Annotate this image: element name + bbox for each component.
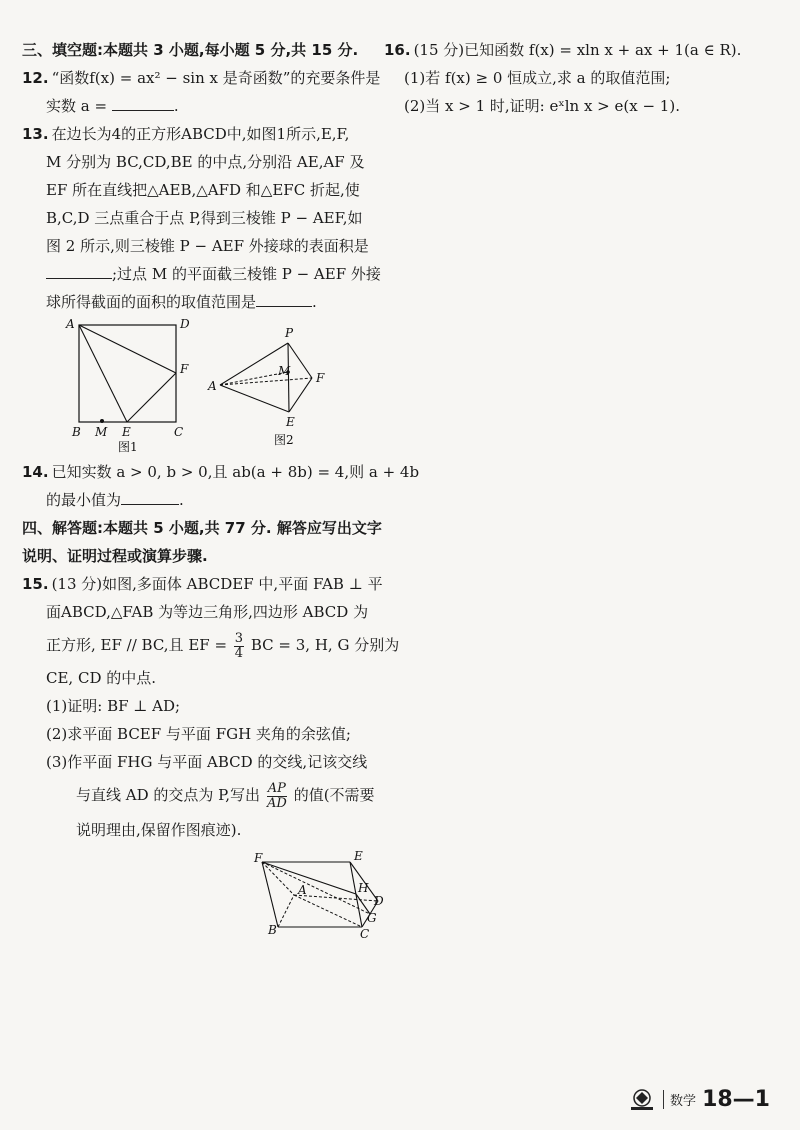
q13-answer-blank-1[interactable] (46, 264, 112, 279)
fig1-label-a: A (66, 317, 75, 331)
q13-number: 13. (22, 125, 49, 143)
fig1-label-m: M (95, 425, 108, 439)
fig15-label-e: E (354, 849, 363, 863)
fig15-label-f: F (254, 851, 263, 865)
fig1-line-ef (127, 373, 176, 422)
q15-part3-line3: 说明理由,保留作图痕迹). (76, 821, 242, 839)
fig2-line-af-dashed (220, 378, 312, 385)
q13-line2: M 分别为 BC,CD,BE 的中点,分别沿 AE,AF 及 (46, 153, 365, 171)
q13-line5: 图 2 所示,则三棱锥 P − AEF 外接球的表面积是 (46, 237, 369, 255)
q14-answer-blank[interactable] (121, 490, 179, 505)
q16-part2: (2)当 x > 1 时,证明: eˣln x > e(x − 1). (404, 97, 680, 115)
q15-line4: CE, CD 的中点. (46, 669, 157, 687)
fig2-label-f: F (316, 371, 325, 385)
q15-part1: (1)证明: BF ⊥ AD; (46, 697, 181, 715)
fig1-caption: 图1 (118, 440, 138, 454)
fig1-square (79, 325, 176, 422)
fig2-label-p: P (285, 326, 294, 340)
q14-line1: 14. 已知实数 a > 0, b > 0,且 ab(a + 8b) = 4,则 a + 4b (22, 463, 420, 481)
fig1-label-c: C (174, 425, 184, 439)
fig15-label-g: G (367, 911, 377, 925)
q13-figure1 (68, 315, 198, 455)
q15-fraction-3-4: $\frac{3}{4}$ (234, 630, 244, 661)
fig2-label-e: E (286, 415, 295, 429)
q13-line7: 球所得截面的面积的取值范围是 . (46, 293, 317, 311)
q14-line2: 的最小值为 . (46, 491, 184, 509)
fig2-line-ae (220, 385, 289, 412)
q12-line1: 12. “函数f(x) = ax² − sin x 是奇函数”的充要条件是 (22, 69, 381, 87)
q15-number: 15. (22, 575, 49, 593)
fig1-line-ae (79, 325, 127, 422)
fig15-label-c: C (360, 927, 370, 941)
q13-line6: ;过点 M 的平面截三棱锥 P − AEF 外接 (46, 264, 381, 284)
fig1-line-af (79, 325, 176, 373)
fig1-label-f: F (180, 362, 189, 376)
footer-subject: 数学 (663, 1090, 696, 1109)
fig1-point-m (100, 419, 104, 423)
q13-answer-blank-2[interactable] (256, 292, 312, 307)
fig2-line-ef (289, 378, 312, 412)
q13-figure2 (202, 320, 352, 455)
fig15-line-fh (262, 862, 356, 894)
q14-number: 14. (22, 463, 49, 481)
q15-line2: 面ABCD,△FAB 为等边三角形,四边形 ABCD 为 (46, 603, 369, 621)
fig15-label-d: D (374, 894, 384, 908)
q15-fraction-ap-ad: $\frac{AP}{AD}$ (266, 780, 287, 811)
fig2-label-a: A (208, 379, 217, 393)
fig2-line-pf (288, 343, 312, 378)
page-number: 18—1 (702, 1087, 770, 1112)
q13-line3: EF 所在直线把△AEB,△AFD 和△EFC 折起,使 (46, 181, 360, 199)
q16-line1: 16. (15 分)已知函数 f(x) = xln x + ax + 1(a ∈ R). (384, 41, 742, 59)
q16-part1: (1)若 f(x) ≥ 0 恒成立,求 a 的取值范围; (404, 69, 671, 87)
fig15-line-fg-dashed (262, 862, 370, 914)
fig15-label-b: B (268, 923, 277, 937)
section4-heading-line1: 四、解答题:本题共 5 小题,共 77 分. 解答应写出文字 (22, 519, 382, 537)
q15-part3-line2: 与直线 AD 的交点为 P,写出 $\frac{AP}{AD}$ 的值(不需要 (76, 780, 375, 811)
fig15-label-a: A (298, 883, 307, 897)
q15-line1: 15. (13 分)如图,多面体 ABCDEF 中,平面 FAB ⊥ 平 (22, 575, 383, 593)
q12-number: 12. (22, 69, 49, 87)
fig15-line-fb (262, 862, 278, 927)
fig15-line-ac-dashed (294, 895, 362, 927)
publisher-logo-icon (627, 1088, 657, 1112)
fig1-label-b: B (72, 425, 81, 439)
q16-number: 16. (384, 41, 411, 59)
fig2-caption: 图2 (274, 433, 294, 447)
q13-line1: 13. 在边长为4的正方形ABCD中,如图1所示,E,F, (22, 125, 350, 143)
fig15-line-ba-dashed (278, 895, 294, 927)
section3-heading: 三、填空题:本题共 3 小题,每小题 5 分,共 15 分. (22, 41, 359, 59)
q12-answer-blank[interactable] (112, 96, 174, 111)
section4-heading-line2: 说明、证明过程或演算步骤. (22, 547, 208, 565)
fig2-label-m: M (278, 364, 291, 378)
q13-line4: B,C,D 三点重合于点 P,得到三棱锥 P − AEF,如 (46, 209, 363, 227)
q15-figure (244, 850, 384, 940)
q12-line2: 实数 a = . (46, 97, 179, 115)
page-footer (627, 1087, 770, 1112)
q15-part3-line1: (3)作平面 FHG 与平面 ABCD 的交线,记该交线 (46, 753, 368, 771)
fig1-label-d: D (180, 317, 190, 331)
q15-line3: 正方形, EF // BC,且 EF = $\frac{3}{4}$ BC = 3, H, G 分别为 (46, 630, 400, 661)
q15-part2: (2)求平面 BCEF 与平面 FGH 夹角的余弦值; (46, 725, 351, 743)
fig15-label-h: H (358, 881, 369, 895)
fig1-label-e: E (122, 425, 131, 439)
